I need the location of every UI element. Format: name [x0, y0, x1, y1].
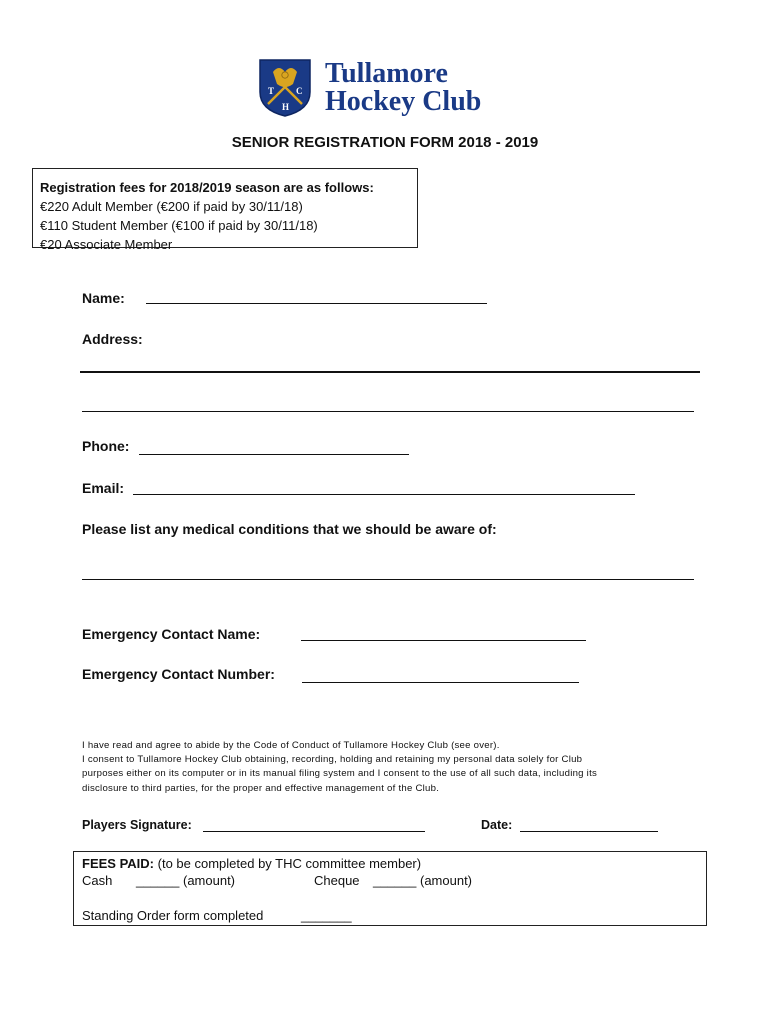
address-label: Address:	[82, 331, 143, 347]
club-name-line2: Hockey Club	[325, 86, 482, 117]
standing-order-label: Standing Order form completed	[82, 908, 264, 923]
cheque-label: Cheque	[314, 873, 360, 888]
club-name-line1: Tullamore	[325, 58, 448, 89]
phone-field[interactable]	[139, 454, 409, 455]
fees-paid-label: FEES PAID:	[82, 856, 154, 871]
crest-letter-t: T	[268, 86, 275, 96]
signature-label: Players Signature:	[82, 818, 192, 832]
name-field[interactable]	[146, 303, 487, 304]
date-label: Date:	[481, 818, 513, 832]
consent-line-1: I have read and agree to abide by the Code of Conduct of Tullamore Hockey Club (see over).	[82, 740, 500, 751]
fees-paid-box	[73, 851, 707, 926]
fees-heading: Registration fees for 2018/2019 season are as follows:	[40, 180, 374, 195]
address-field-line1[interactable]	[80, 371, 700, 373]
standing-order-field[interactable]: _______	[301, 908, 352, 923]
hockey-club-crest-icon	[258, 58, 312, 118]
fee-item-adult: €220 Adult Member (€200 if paid by 30/11/18)	[40, 199, 303, 214]
fees-paid-note: (to be completed by THC committee member)	[157, 856, 422, 871]
emergency-contact-number-field[interactable]	[302, 682, 579, 683]
cash-label: Cash	[82, 873, 113, 888]
email-label: Email:	[82, 480, 125, 496]
address-field-line2[interactable]	[82, 411, 694, 412]
date-field[interactable]	[520, 831, 658, 832]
medical-conditions-field[interactable]	[82, 579, 694, 580]
form-title: SENIOR REGISTRATION FORM 2018 - 2019	[231, 134, 539, 151]
consent-line-4: disclosure to third parties, for the proper and effective management of the Club.	[82, 783, 440, 794]
fees-info-box	[32, 168, 418, 252]
emergency-contact-name-label: Emergency Contact Name:	[82, 626, 261, 642]
signature-field[interactable]	[203, 831, 425, 832]
consent-line-3: purposes either on its computer or in its manual filing system and I consent to the use of all such data, including its	[82, 768, 598, 779]
email-field[interactable]	[133, 494, 635, 495]
cheque-amount-field[interactable]: ______ (amount)	[373, 873, 473, 888]
emergency-contact-name-field[interactable]	[301, 640, 586, 641]
cash-amount-field[interactable]: ______ (amount)	[136, 873, 236, 888]
name-label: Name:	[82, 290, 125, 306]
fee-item-student: €110 Student Member (€100 if paid by 30/11/18)	[40, 218, 318, 233]
fee-item-associate: €20 Associate Member	[40, 237, 173, 252]
phone-label: Phone:	[82, 438, 130, 454]
consent-line-2: I consent to Tullamore Hockey Club obtaining, recording, holding and retaining my personal data solely for Club	[82, 754, 583, 765]
crest-letter-c: C	[296, 86, 303, 96]
emergency-contact-number-label: Emergency Contact Number:	[82, 666, 275, 682]
medical-conditions-label: Please list any medical conditions that we should be aware of:	[82, 521, 497, 537]
crest-letter-h: H	[282, 102, 290, 112]
